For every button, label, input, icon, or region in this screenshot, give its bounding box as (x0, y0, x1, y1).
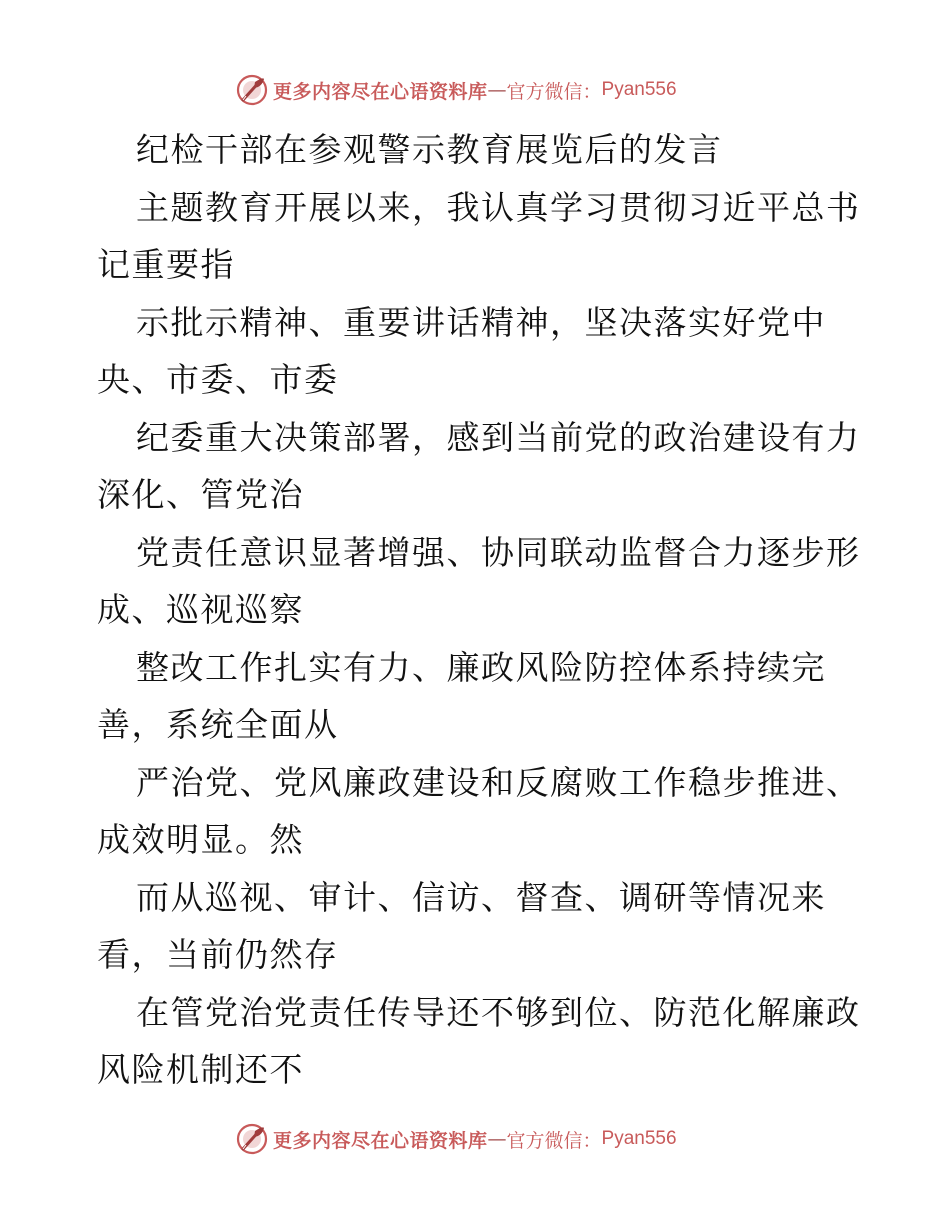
paragraph-line: 记重要指 (97, 245, 235, 284)
watermark-handle: Pyan556 (601, 1128, 677, 1149)
paragraph-line: 整改工作扎实有力、廉政风险防控体系持续完 (136, 647, 826, 687)
header-watermark (235, 72, 677, 108)
watermark-brand: 更多内容尽在心语资料库 (273, 80, 488, 103)
footer-watermark (235, 1121, 677, 1157)
watermark-contact-label: 官方微信： (506, 80, 602, 103)
watermark-brand: 更多内容尽在心语资料库 (273, 1129, 488, 1152)
quill-seal-icon (235, 73, 269, 107)
paragraph-line: 主题教育开展以来，我认真学习贯彻习近平总书 (136, 187, 861, 227)
paragraph-line: 央、市委、市委 (97, 360, 339, 399)
paragraph-line: 善，系统全面从 (97, 705, 339, 744)
watermark-handle: Pyan556 (601, 79, 677, 100)
paragraph-line: 成、巡视巡察 (97, 590, 304, 629)
watermark-contact-label: 官方微信： (506, 1129, 602, 1152)
paragraph-line: 风险机制还不 (97, 1050, 304, 1089)
paragraph-line: 示批示精神、重要讲话精神，坚决落实好党中 (136, 302, 826, 342)
paragraph-line: 纪委重大决策部署，感到当前党的政治建设有力 (136, 417, 861, 457)
quill-seal-icon (235, 1122, 269, 1156)
paragraph-line: 成效明显。然 (97, 820, 304, 859)
paragraph-line: 严治党、党风廉政建设和反腐败工作稳步推进、 (136, 762, 861, 802)
watermark-separator: — (487, 1128, 507, 1150)
paragraph-line: 深化、管党治 (97, 475, 304, 514)
watermark-separator: — (487, 79, 507, 101)
paragraph-line: 看，当前仍然存 (97, 935, 339, 974)
paragraph-line: 而从巡视、审计、信访、督查、调研等情况来 (136, 877, 826, 917)
paragraph-line: 党责任意识显著增强、协同联动监督合力逐步形 (136, 532, 861, 572)
paragraph-line: 在管党治党责任传导还不够到位、防范化解廉政 (136, 992, 861, 1032)
document-body (97, 121, 887, 1099)
document-title: 纪检干部在参观警示教育展览后的发言 (136, 130, 723, 169)
